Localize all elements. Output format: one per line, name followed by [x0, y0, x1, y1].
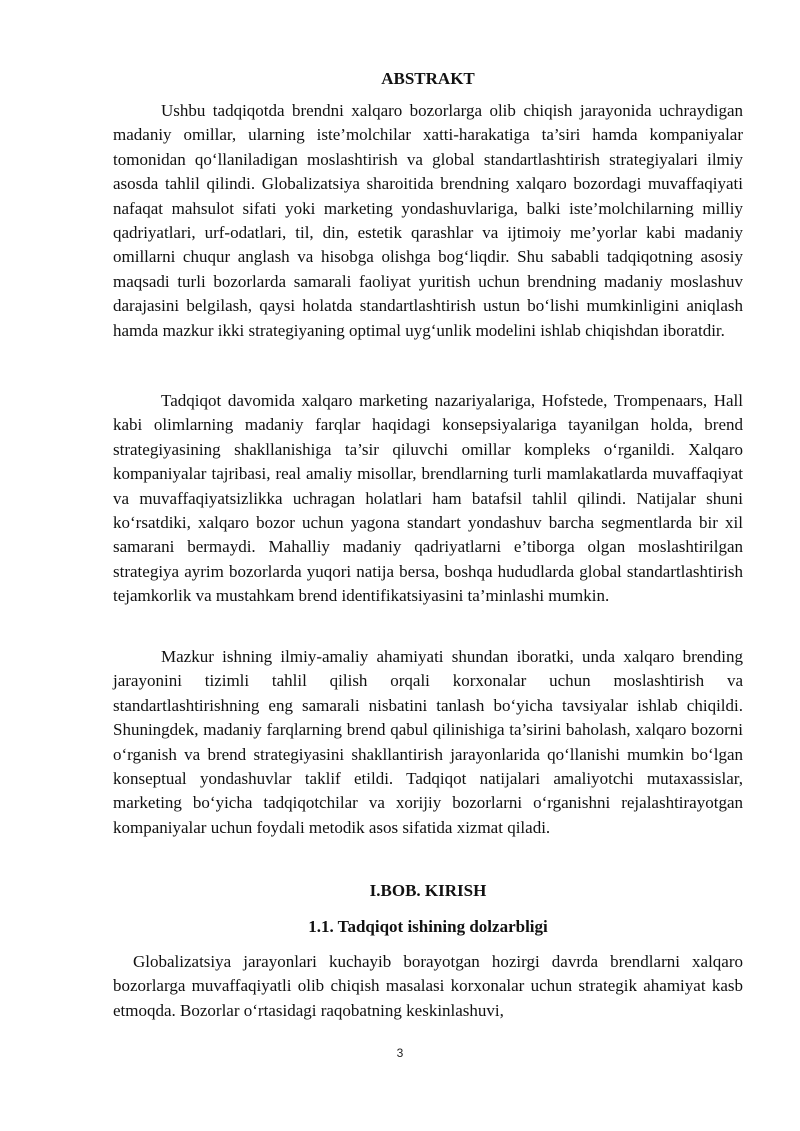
- chapter-title: I.BOB. KIRISH: [369, 881, 487, 900]
- abstract-paragraph-3: Mazkur ishning ilmiy-amaliy ahamiyati shundan iboratki, unda xalqaro brending jarayonini tizimli tahlil qilish orqali korxonalar uchun moslashtirish va standartlashtirishning eng samarali nisbatini tanlash bo‘yicha tavsiyalar ishlab chiqildi. Shuningdek, madaniy farqlarning brend qabul qilinishiga ta’sirini baholash, xalqaro bozorni o‘rganish va brend strategiyasini shakllantirish jarayonlarida qo‘llanishi mumkin bo‘lgan konseptual yondashuvlar taklif etildi. Tadqiqot natijalari amaliyotchi mutaxassislar, marketing bo‘yicha tadqiqotchilar va xorijiy bozorlarni o‘rganishni rejalashtirayotgan kompaniyalar uchun foydali metodik asos sifatida xizmat qiladi.: [113, 647, 743, 837]
- abstract-title: ABSTRAKT: [381, 69, 475, 88]
- abstract-paragraph-1: Ushbu tadqiqotda brendni xalqaro bozorlarga olib chiqish jarayonida uchraydigan madaniy omillar, ularning iste’molchilar xatti-harakatiga ta’siri hamda kompaniyalar tomonidan qo‘llaniladigan moslashtirish va global standartlashtirish strategiyalari ilmiy asosda tahlil qilindi. Globalizatsiya sharoitida brendning xalqaro bozordagi muvaffaqiyati nafaqat mahsulot sifati yoki marketing yondashuvlariga, balki iste’molchilarning milliy qadriyatlari, urf-odatlari, til, din, estetik qarashlar va ijtimoiy me’yorlar kabi madaniy omillarni chuqur anglash va hisobga olishga bog‘liqdir. Shu sababli tadqiqotning asosiy maqsadi turli bozorlarda samarali faoliyat yuritish uchun brendning madaniy moslashuv darajasini belgilash, qaysi holatda standartlashtirish ustun bo‘lishi mumkinligini aniqlash hamda mazkur ikki strategiyaning optimal uyg‘unlik modelini ishlab chiqishdan iboratdir.: [113, 101, 743, 340]
- abstract-paragraph-2: Tadqiqot davomida xalqaro marketing nazariyalariga, Hofstede, Trompenaars, Hall kabi olimlarning madaniy farqlar haqidagi konsepsiyalariga tayanilgan holda, brend strategiyasining shakllanishiga ta’sir qiluvchi omillar kompleks o‘rganildi. Xalqaro kompaniyalar tajribasi, real amaliy misollar, brendlarning turli mamlakatlarda muvaffaqiyat va muvaffaqiyatsizlikka uchragan holatlari ham batafsil tahlil qilindi. Natijalar shuni ko‘rsatdiki, xalqaro bozor uchun yagona standart yondashuv barcha segmentlarda bir xil samarani bermaydi. Mahalliy madaniy qadriyatlarni e’tiborga olgan moslashtirilgan strategiya ayrim bozorlarda yuqori natija bersa, boshqa hududlarda global standartlashtirish tejamkorlik va mustahkam brend identifikatsiyasini ta’minlashi mumkin.: [113, 391, 743, 606]
- intro-paragraph: Globalizatsiya jarayonlari kuchayib borayotgan hozirgi davrda brendlarni xalqaro bozorlarga muvaffaqiyatli olib chiqish masalasi korxonalar uchun strategik ahamiyat kasb etmoqda. Bozorlar o‘rtasidagi raqobatning keskinlashuvi,: [113, 952, 743, 1020]
- page-number: 3: [396, 1046, 404, 1060]
- section-title: 1.1. Tadqiqot ishining dolzarbligi: [308, 917, 548, 936]
